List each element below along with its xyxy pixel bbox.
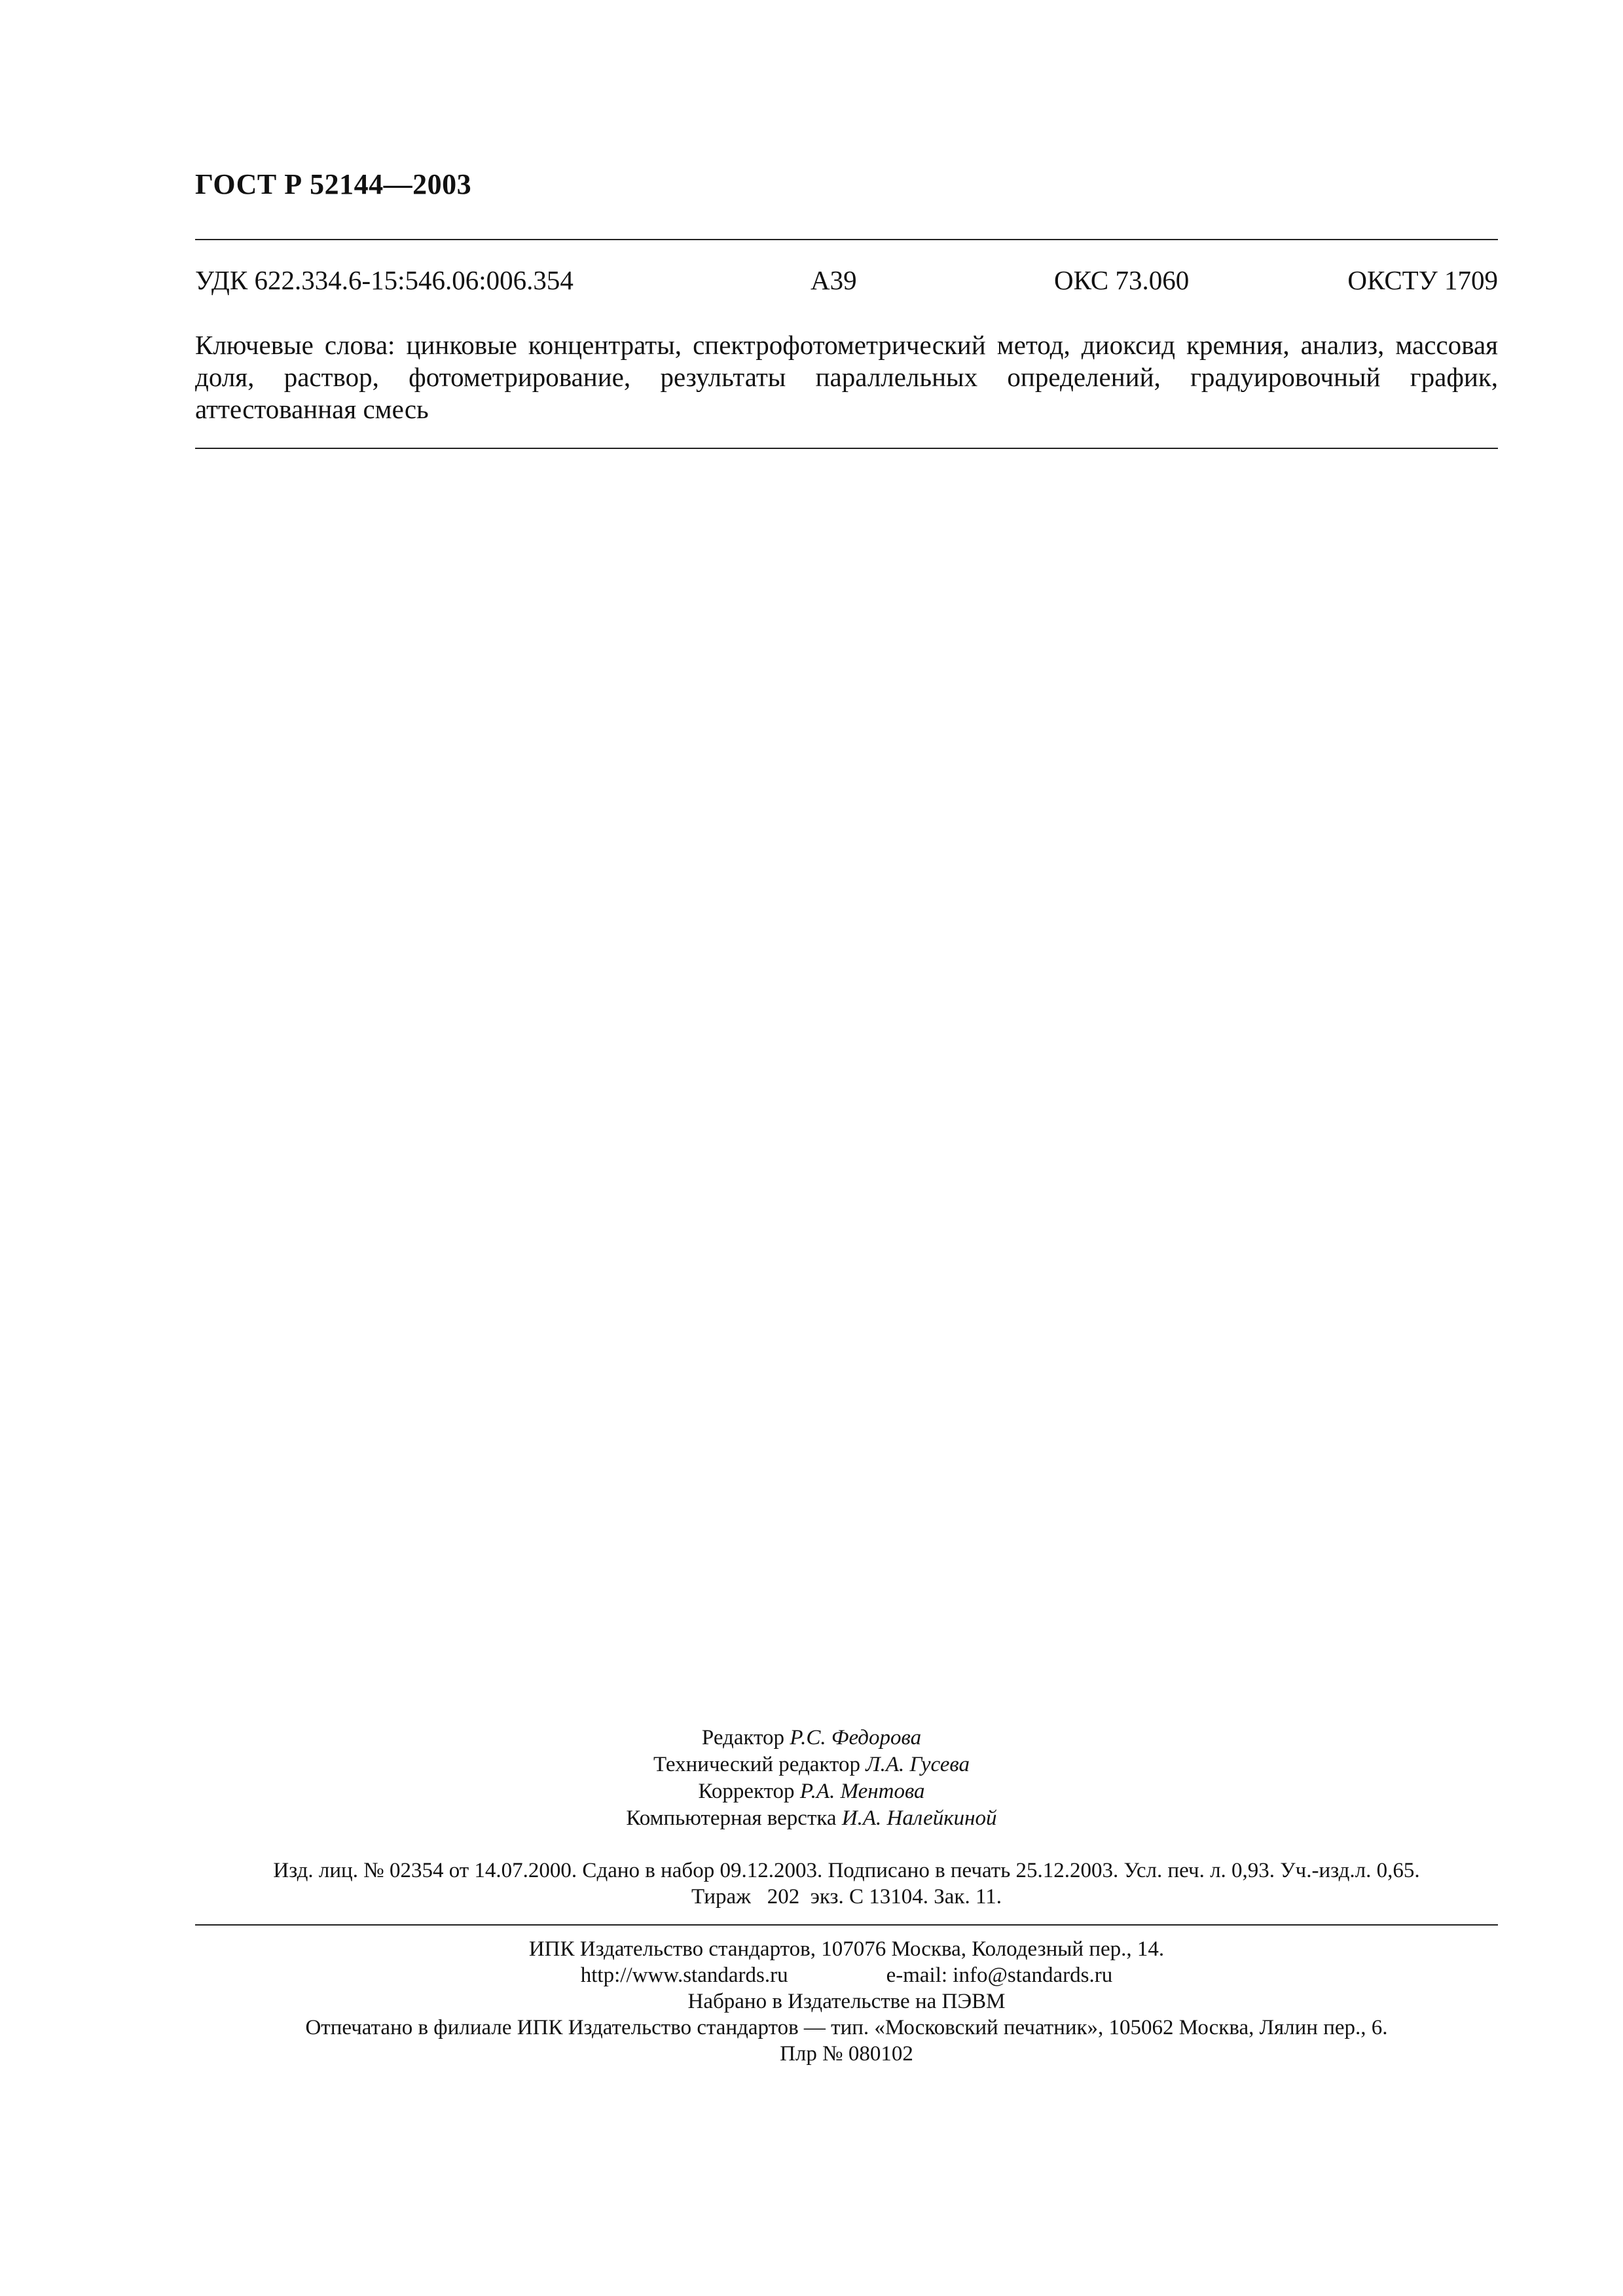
- credit-tech-editor: [0, 1751, 1623, 1778]
- keywords-divider: [195, 448, 1498, 449]
- publisher-license: Плр № 080102: [780, 2042, 913, 2066]
- credit-role: Компьютерная верстка: [626, 1806, 837, 1830]
- imprint-line: Изд. лиц. № 02354 от 14.07.2000. Сдано в набор 09.12.2003. Подписано в печать 25.12.2003. Усл. печ. л. 0,93. Уч.-изд.л. 0,65.: [273, 1859, 1420, 1882]
- credit-person: Л.А. Гусева: [866, 1753, 970, 1776]
- group-code: А39: [811, 265, 857, 295]
- website-link[interactable]: http://www.standards.ru: [580, 1964, 788, 1987]
- credit-role: Редактор: [701, 1726, 785, 1749]
- imprint-line: Тираж 202 экз. С 13104. Зак. 11.: [691, 1885, 1002, 1909]
- credit-role: Корректор: [698, 1780, 795, 1803]
- imprint-block: [195, 1857, 1498, 1910]
- credit-role: Технический редактор: [653, 1753, 860, 1776]
- credit-editor: [0, 1725, 1623, 1751]
- publisher-block: [195, 1936, 1498, 2067]
- credit-layout: [0, 1805, 1623, 1832]
- credit-corrector: [0, 1778, 1623, 1805]
- oks-code: ОКС 73.060: [1054, 265, 1190, 295]
- publisher-print-note: Отпечатано в филиале ИПК Издательство стандартов — тип. «Московский печатник», 105062 Москва, Лялин пер., 6.: [305, 2016, 1388, 2039]
- udk-code: УДК 622.334.6-15:546.06:006.354: [195, 265, 574, 295]
- okstu-code: ОКСТУ 1709: [1347, 265, 1498, 295]
- credit-person: Р.С. Федорова: [790, 1726, 922, 1749]
- keywords-paragraph: Ключевые слова: цинковые концентраты, спектрофотометрический метод, диоксид кремния, анализ, массовая доля, раствор, фотометрирование, результаты параллельных определений, градуировочный график, аттестованная смесь: [195, 330, 1498, 424]
- publisher-contacts: [195, 1962, 1498, 1988]
- credit-person: И.А. Налейкиной: [841, 1806, 997, 1830]
- publisher-divider: [195, 1924, 1498, 1926]
- credits-block: [0, 1725, 1623, 1832]
- publisher-address: ИПК Издательство стандартов, 107076 Москва, Колодезный пер., 14.: [528, 1937, 1165, 1961]
- publisher-typeset-note: Набрано в Издательстве на ПЭВМ: [687, 1990, 1006, 2013]
- document-title: ГОСТ Р 52144—2003: [195, 168, 472, 200]
- credit-person: Р.А. Ментова: [799, 1780, 925, 1803]
- top-divider: [195, 239, 1498, 240]
- classification-row: [195, 264, 1498, 304]
- email-link[interactable]: e-mail: info@standards.ru: [886, 1964, 1113, 1987]
